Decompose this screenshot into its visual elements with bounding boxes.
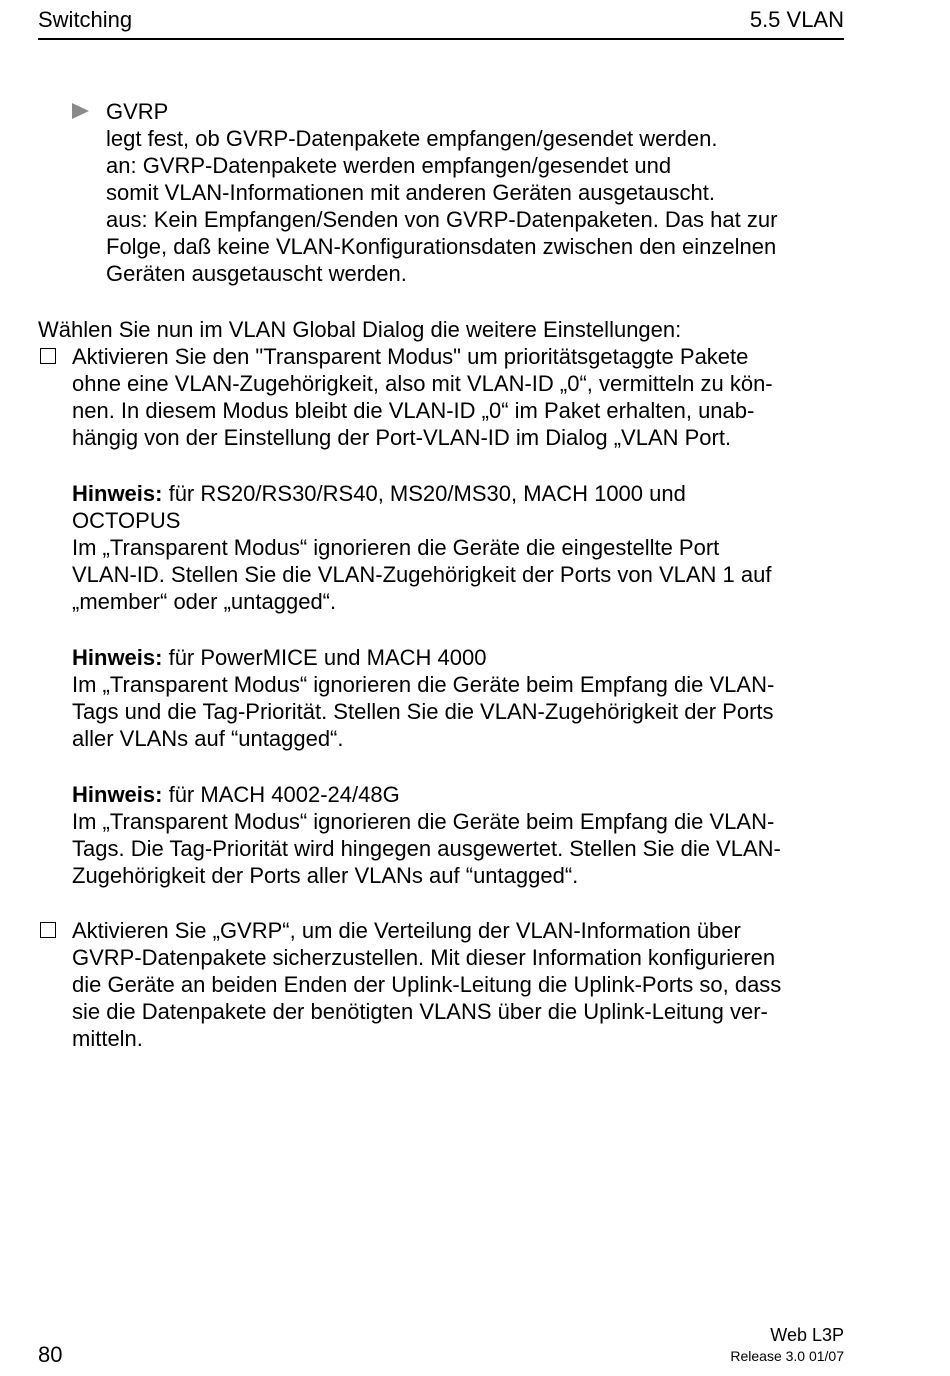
- step2-line: sie die Datenpakete der benötigten VLANS über die Uplink-Leitung ver-: [72, 999, 768, 1024]
- note3-line: Tags. Die Tag-Priorität wird hingegen ausgewertet. Stellen Sie die VLAN-: [72, 836, 781, 861]
- checkbox-square-icon: [40, 348, 56, 364]
- note-label: Hinweis:: [72, 481, 163, 506]
- step1-line: ohne eine VLAN-Zugehörigkeit, also mit VLAN-ID „0“, vermitteln zu kön-: [72, 371, 773, 396]
- note1-line: „member“ oder „untagged“.: [72, 589, 337, 614]
- note2-first-line: Hinweis: für PowerMICE und MACH 4000: [72, 645, 487, 670]
- step2-line: mitteln.: [72, 1026, 143, 1051]
- page-number: 80: [38, 1342, 63, 1367]
- header-rule: [38, 38, 844, 40]
- footer-release: Release 3.0 01/07: [730, 1348, 844, 1364]
- step1-line: Aktivieren Sie den "Transparent Modus" um prioritätsgetaggte Pakete: [72, 344, 749, 369]
- intro-paragraph: Wählen Sie nun im VLAN Global Dialog die weitere Einstellungen:: [38, 317, 682, 342]
- gvrp-heading: GVRP: [106, 99, 169, 124]
- gvrp-line: Geräten ausgetauscht werden.: [106, 261, 407, 286]
- note1-line: VLAN-ID. Stellen Sie die VLAN-Zugehörigkeit der Ports von VLAN 1 auf: [72, 562, 772, 587]
- note3-first-line: Hinweis: für MACH 4002-24/48G: [72, 782, 400, 807]
- note1-line: Im „Transparent Modus“ ignorieren die Geräte die eingestellte Port: [72, 535, 720, 560]
- step2-line: Aktivieren Sie „GVRP“, um die Verteilung der VLAN-Information über: [72, 918, 741, 943]
- note-label: Hinweis:: [72, 782, 163, 807]
- running-header-chapter: 5.5 VLAN: [749, 7, 844, 32]
- note-label: Hinweis:: [72, 645, 163, 670]
- step2-line: GVRP-Datenpakete sicherzustellen. Mit dieser Information konfigurieren: [72, 945, 776, 970]
- running-header-section: Switching: [38, 7, 133, 32]
- footer-title: Web L3P: [770, 1325, 844, 1345]
- checkbox-square-icon: [40, 922, 56, 938]
- note2-line: aller VLANs auf “untagged“.: [72, 726, 344, 751]
- triangle-bullet-icon: [72, 103, 89, 119]
- note1-line: OCTOPUS: [72, 508, 181, 533]
- note3-line: Im „Transparent Modus“ ignorieren die Geräte beim Empfang die VLAN-: [72, 809, 775, 834]
- gvrp-line: Folge, daß keine VLAN-Konfigurationsdaten zwischen den einzelnen: [106, 234, 777, 259]
- note3-line: Zugehörigkeit der Ports aller VLANs auf “untagged“.: [72, 863, 579, 888]
- step1-line: hängig von der Einstellung der Port-VLAN-ID im Dialog „VLAN Port.: [72, 425, 732, 450]
- note1-first-line: Hinweis: für RS20/RS30/RS40, MS20/MS30, MACH 1000 und: [72, 481, 686, 506]
- step1-line: nen. In diesem Modus bleibt die VLAN-ID „0“ im Paket erhalten, unab-: [72, 398, 755, 423]
- gvrp-line: aus: Kein Empfangen/Senden von GVRP-Datenpaketen. Das hat zur: [106, 207, 778, 232]
- gvrp-line: an: GVRP-Datenpakete werden empfangen/gesendet und: [106, 153, 672, 178]
- gvrp-line: legt fest, ob GVRP-Datenpakete empfangen/gesendet werden.: [106, 126, 718, 151]
- note2-line: Tags und die Tag-Priorität. Stellen Sie die VLAN-Zugehörigkeit der Ports: [72, 699, 774, 724]
- note2-line: Im „Transparent Modus“ ignorieren die Geräte beim Empfang die VLAN-: [72, 672, 775, 697]
- step2-line: die Geräte an beiden Enden der Uplink-Leitung die Uplink-Ports so, dass: [72, 972, 782, 997]
- gvrp-line: somit VLAN-Informationen mit anderen Geräten ausgetauscht.: [106, 180, 715, 205]
